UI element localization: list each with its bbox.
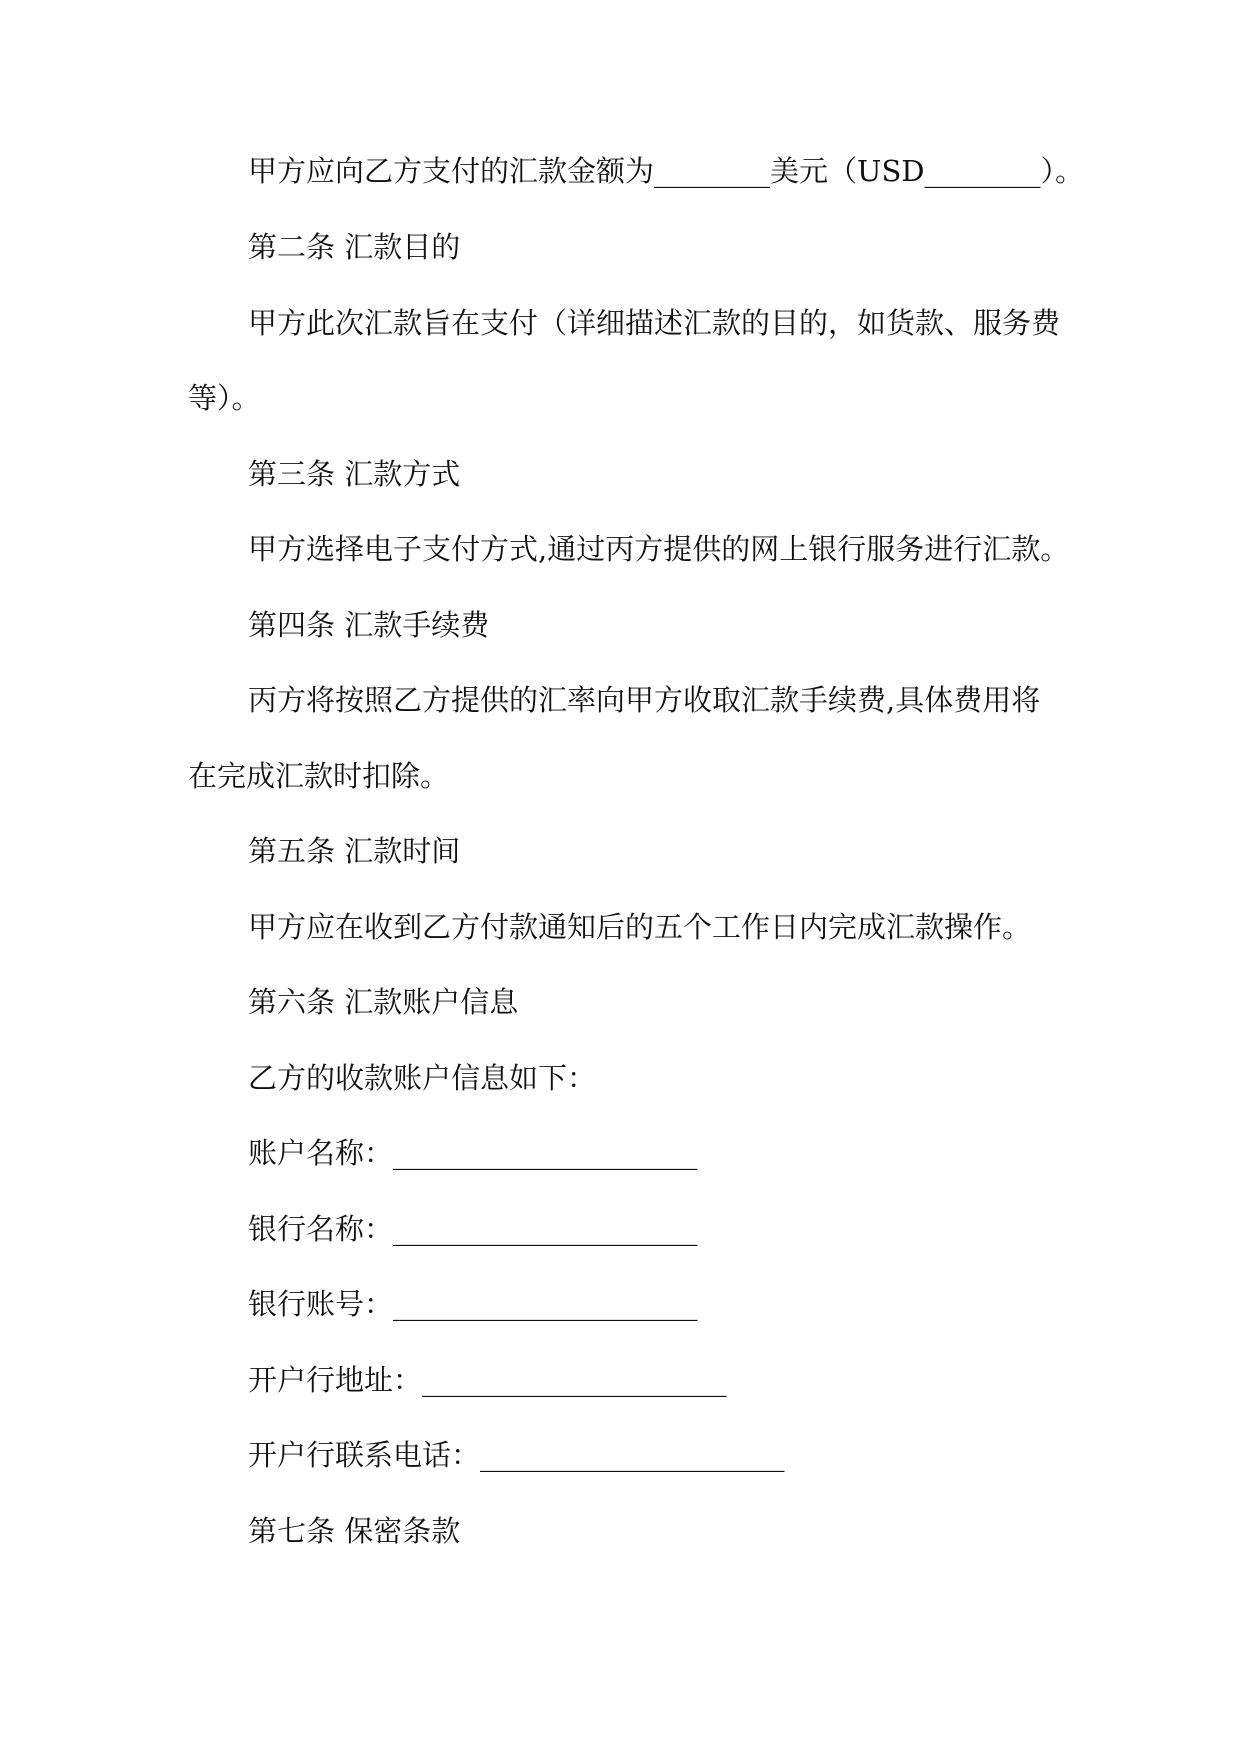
fee-paragraph-line-2: 在完成汇款时扣除。 [188, 759, 450, 793]
purpose-paragraph-line-1: 甲方此次汇款旨在支付（详细描述汇款的目的，如货款、服务费 [248, 306, 1061, 340]
purpose-paragraph-line-2: 等）。 [188, 381, 261, 415]
method-paragraph: 甲方选择电子支付方式,通过丙方提供的网上银行服务进行汇款。 [248, 532, 1070, 566]
fee-paragraph-line-1: 丙方将按照乙方提供的汇率向甲方收取汇款手续费,具体费用将 [248, 683, 1041, 717]
account-name-field: 账户名称：_____________________ [248, 1136, 698, 1170]
article-7-heading: 第七条 保密条款 [248, 1514, 461, 1548]
payment-amount-paragraph: 甲方应向乙方支付的汇款金额为________美元（USD________）。 [248, 154, 1085, 188]
bank-name-field: 银行名称：_____________________ [248, 1212, 698, 1246]
time-paragraph: 甲方应在收到乙方付款通知后的五个工作日内完成汇款操作。 [248, 910, 1032, 944]
article-5-heading: 第五条 汇款时间 [248, 834, 461, 868]
article-6-heading: 第六条 汇款账户信息 [248, 985, 519, 1019]
account-info-intro: 乙方的收款账户信息如下： [248, 1061, 597, 1095]
bank-phone-field: 开户行联系电话：_____________________ [248, 1438, 785, 1472]
article-4-heading: 第四条 汇款手续费 [248, 608, 490, 642]
bank-account-number-field: 银行账号：_____________________ [248, 1287, 698, 1321]
article-2-heading: 第二条 汇款目的 [248, 230, 461, 264]
bank-address-field: 开户行地址：_____________________ [248, 1363, 727, 1397]
article-3-heading: 第三条 汇款方式 [248, 457, 461, 491]
